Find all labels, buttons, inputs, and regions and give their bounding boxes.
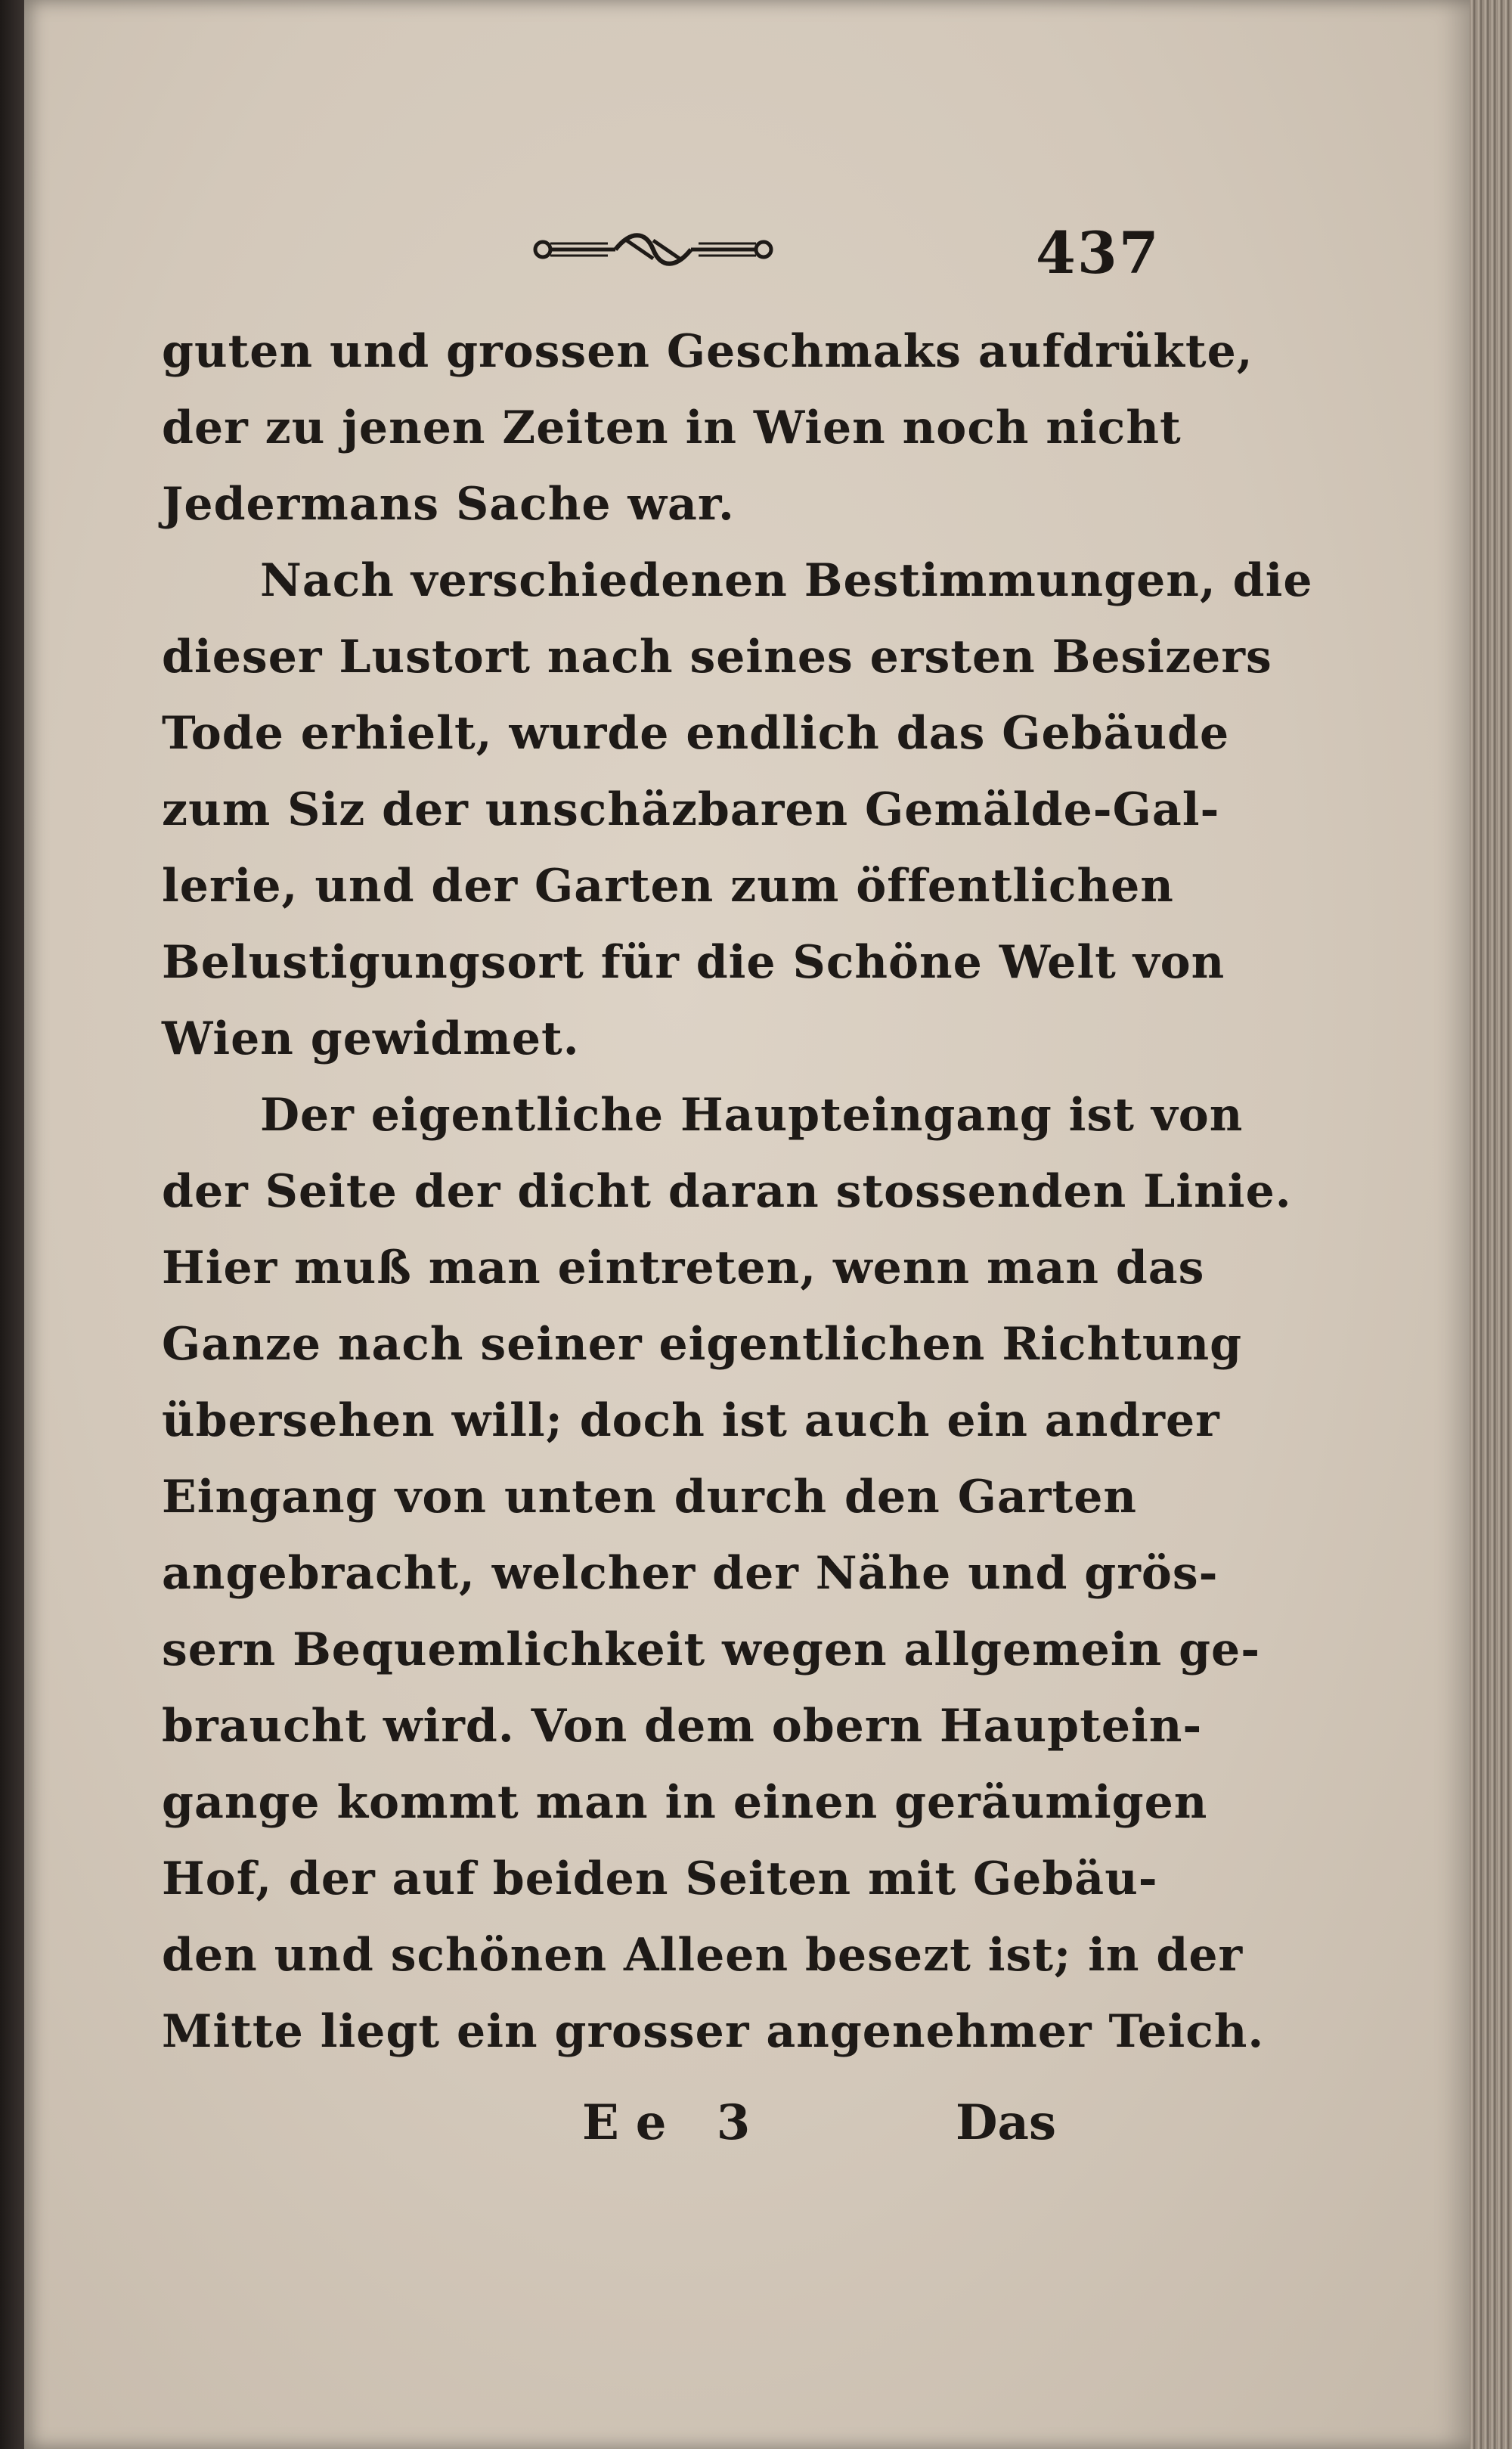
text-line: Hof, der auf beiden Seiten mit Gebäu- [162,1852,1158,1905]
header-ornament [532,227,774,272]
text-line: den und schönen Alleen besezt ist; in der [162,1929,1244,1982]
page-number: 437 [1036,219,1160,287]
text-line: sern Bequemlichkeit wegen allgemein ge- [162,1623,1261,1676]
text-line: Nach verschiedenen Bestimmungen, die [260,554,1313,607]
text-line: Jedermans Sache war. [162,478,735,531]
text-line: der Seite der dicht daran stossenden Linie. [162,1165,1292,1218]
book-binding-edge [0,0,24,2449]
text-line: Mitte liegt ein grosser angenehmer Teich. [162,2005,1265,2058]
page-edges [1470,0,1512,2449]
text-line: der zu jenen Zeiten in Wien noch nicht [162,401,1182,454]
text-line: angebracht, welcher der Nähe und grös- [162,1547,1219,1600]
text-line: Der eigentliche Haupteingang ist von [260,1089,1244,1142]
text-line: Wien gewidmet. [162,1012,580,1065]
text-line: braucht wird. Von dem obern Hauptein- [162,1700,1203,1753]
body-text [162,325,1313,2082]
text-line: guten und grossen Geschmaks aufdrükte, [162,325,1253,378]
text-line: lerie, und der Garten zum öffentlichen [162,860,1174,913]
text-line: Hier muß man eintreten, wenn man das [162,1242,1205,1294]
text-line: Eingang von unten durch den Garten [162,1471,1137,1524]
text-line: Belustigungsort für die Schöne Welt von [162,936,1225,989]
text-line: gange kommt man in einen geräumigen [162,1776,1208,1829]
text-line: Ganze nach seiner eigentlichen Richtung [162,1318,1243,1371]
text-line: übersehen will; doch ist auch ein andrer [162,1394,1220,1447]
text-line: Tode erhielt, wurde endlich das Gebäude [162,707,1230,760]
text-line: zum Siz der unschäzbaren Gemälde-Gal- [162,783,1220,836]
text-line: dieser Lustort nach seines ersten Besizers [162,631,1272,684]
signature-mark: Ee 3 [582,2094,767,2151]
book-page [24,0,1470,2449]
catchword: Das [956,2094,1056,2151]
